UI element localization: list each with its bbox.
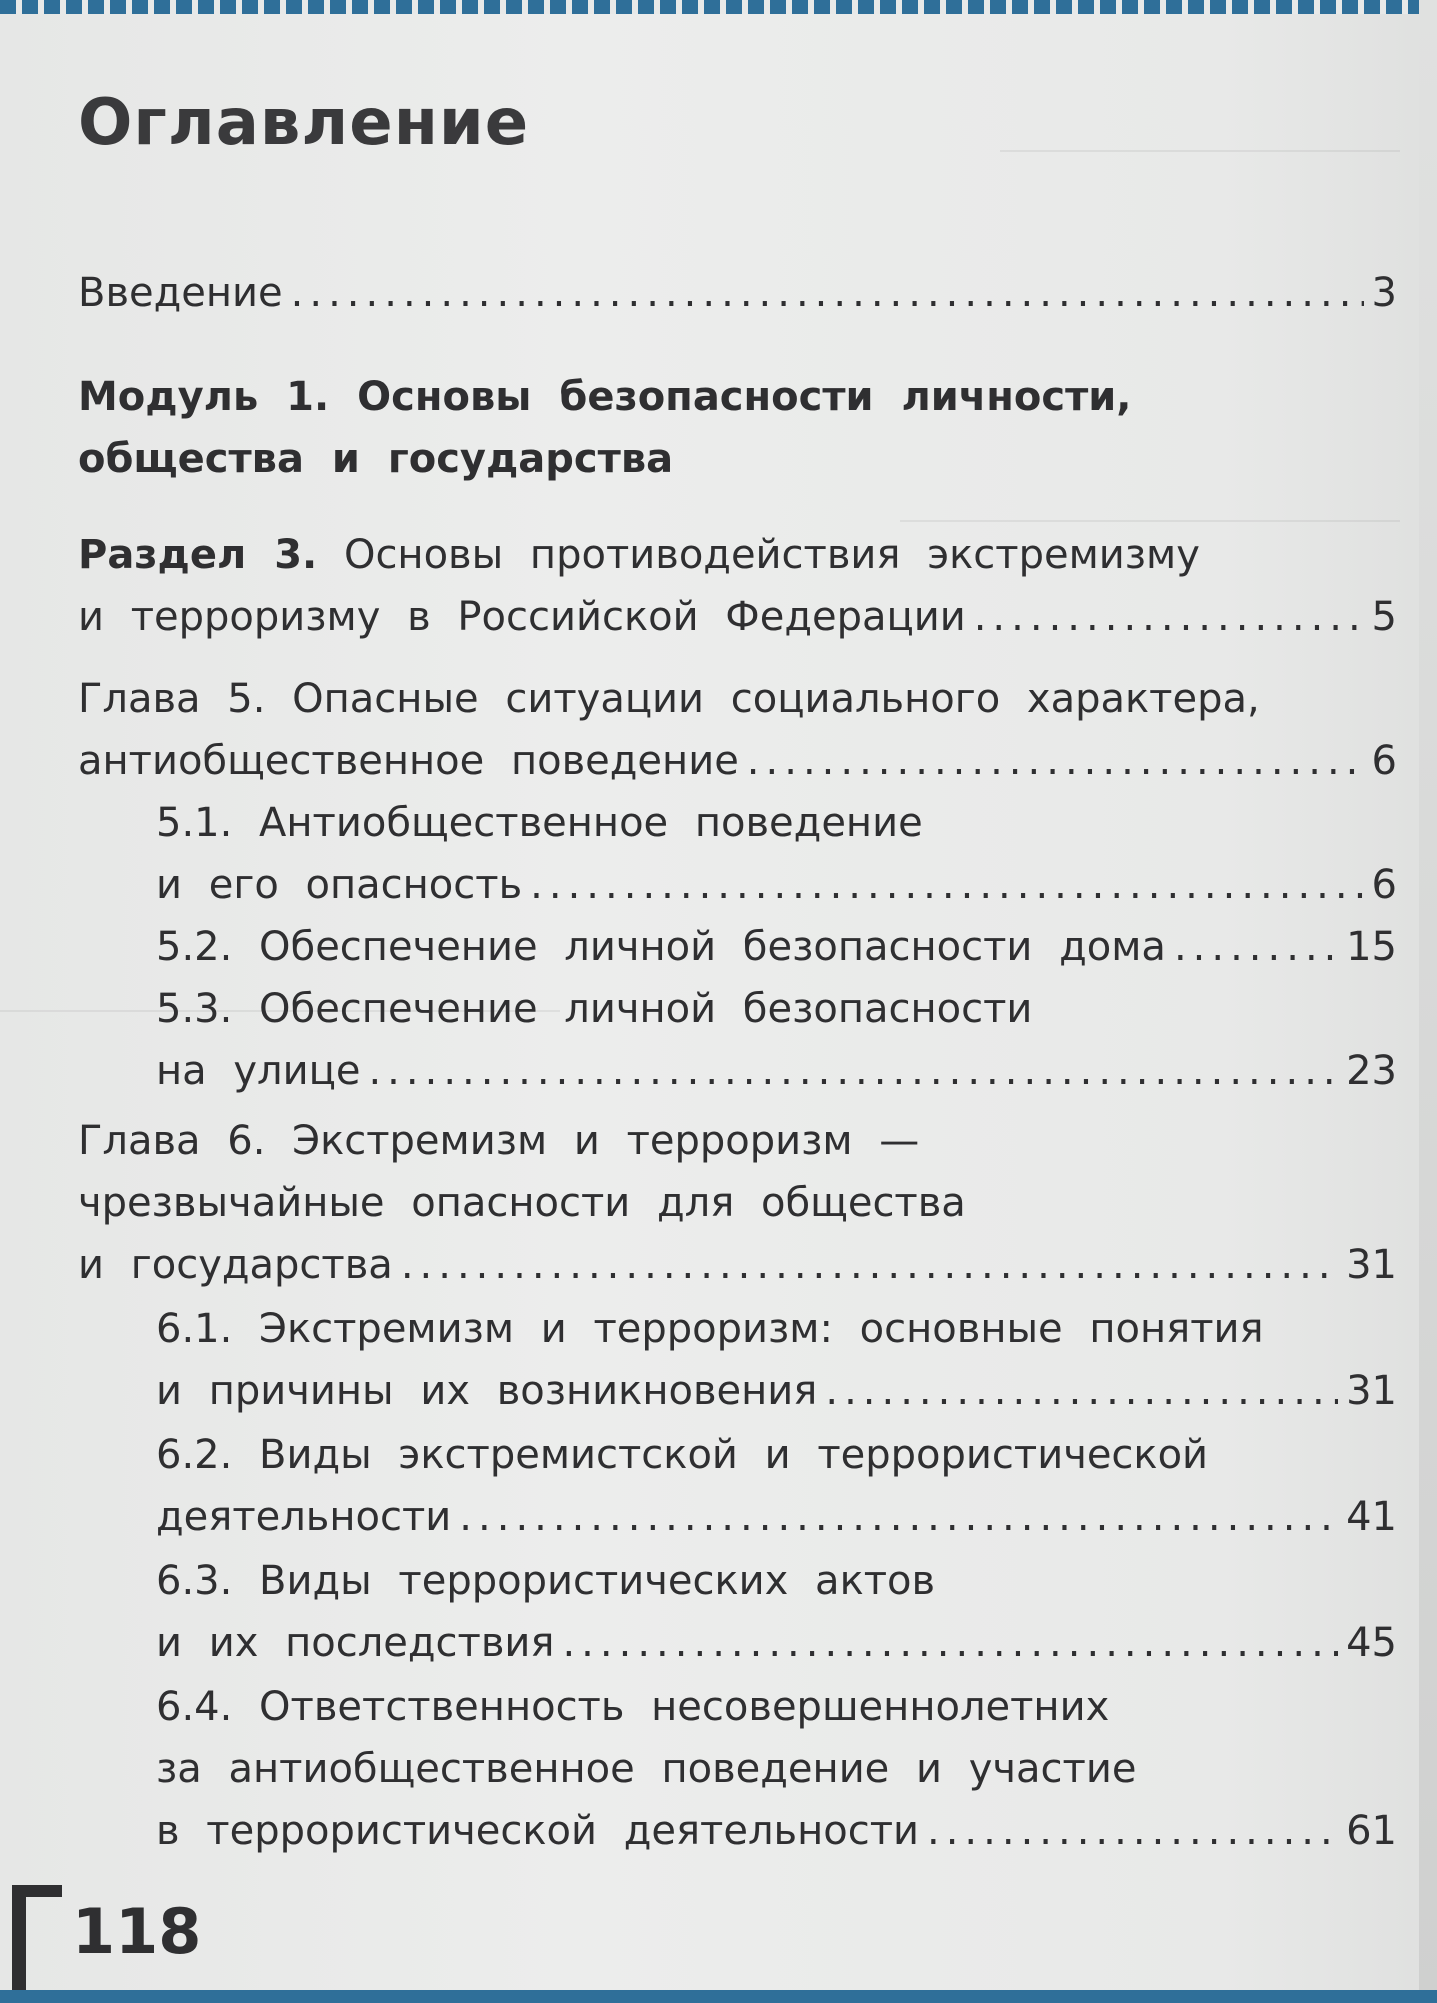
show-through-line <box>900 520 1400 522</box>
module-label: Модуль 1. <box>78 374 330 420</box>
toc-page-number: 23 <box>1346 1048 1397 1094</box>
subsection-title-line2: и их последствия <box>156 1620 555 1666</box>
page-number: 118 <box>72 1895 202 1968</box>
toc-page-number: 31 <box>1346 1368 1397 1414</box>
toc-entry-intro[interactable] <box>78 262 1397 324</box>
chapter-title-line3: и государства <box>78 1242 393 1288</box>
leader-dots <box>927 1800 1338 1862</box>
toc-page-number: 61 <box>1346 1808 1397 1854</box>
leader-dots <box>530 854 1363 916</box>
leader-dots <box>974 586 1364 648</box>
page-title: Оглавление <box>78 86 530 160</box>
leader-dots <box>747 730 1364 792</box>
toc-entry-text: Введение <box>78 270 283 316</box>
page-number-bracket <box>12 1885 62 2003</box>
toc-chapter-6[interactable] <box>78 1110 1397 1296</box>
toc-chapter-5[interactable] <box>78 668 1397 792</box>
toc-page-number: 3 <box>1371 270 1397 316</box>
show-through-line <box>1000 150 1400 152</box>
subsection-title-line1: 5.1. Антиобщественное поведение <box>156 800 923 846</box>
module-title-line1: Основы безопасности личности, <box>357 374 1132 420</box>
subsection-title-line2: и его опасность <box>156 862 523 908</box>
section-label: Раздел 3. <box>78 532 318 578</box>
leader-dots <box>1174 916 1338 978</box>
leader-dots <box>459 1486 1338 1548</box>
leader-dots <box>291 262 1364 324</box>
toc-page-number: 15 <box>1346 924 1397 970</box>
subsection-title-line2: деятельности <box>156 1494 452 1540</box>
top-decorative-strip <box>0 0 1437 14</box>
leader-dots <box>368 1040 1338 1102</box>
toc-module-1[interactable] <box>78 366 1397 490</box>
subsection-title-line1: 6.1. Экстремизм и терроризм: основные понятия <box>156 1306 1264 1352</box>
subsection-title-line1: 6.2. Виды экстремистской и террористической <box>156 1432 1209 1478</box>
toc-page-number: 6 <box>1371 738 1397 784</box>
subsection-title-line2: за антиобщественное поведение и участие <box>156 1746 1137 1792</box>
subsection-title-line1: 6.3. Виды террористических актов <box>156 1558 936 1604</box>
chapter-title-line2: антиобщественное поведение <box>78 738 739 784</box>
chapter-title-line1: Глава 5. Опасные ситуации социального характера, <box>78 676 1260 722</box>
toc-subsection-6-2[interactable] <box>156 1424 1397 1548</box>
toc-subsection-6-4[interactable] <box>156 1676 1397 1862</box>
leader-dots <box>401 1234 1338 1296</box>
subsection-title-line2: и причины их возникновения <box>156 1368 818 1414</box>
toc-page-number: 45 <box>1346 1620 1397 1666</box>
toc-subsection-5-1[interactable] <box>156 792 1397 916</box>
toc-subsection-6-1[interactable] <box>156 1298 1397 1422</box>
toc-page-number: 31 <box>1346 1242 1397 1288</box>
toc-page-number: 5 <box>1371 594 1397 640</box>
toc-subsection-5-2[interactable] <box>156 916 1397 978</box>
subsection-title-line1: 5.3. Обеспечение личной безопасности <box>156 986 1033 1032</box>
toc-subsection-6-3[interactable] <box>156 1550 1397 1674</box>
page-edge <box>1419 0 1437 2003</box>
subsection-title-line2: на улице <box>156 1048 361 1094</box>
subsection-title-line1: 5.2. Обеспечение личной безопасности дома <box>156 924 1166 970</box>
leader-dots <box>825 1360 1338 1422</box>
toc-section-3[interactable] <box>78 524 1397 648</box>
section-title-line1: Основы противодействия экстремизму <box>343 532 1200 578</box>
toc-page-number: 6 <box>1371 862 1397 908</box>
chapter-title-line2: чрезвычайные опасности для общества <box>78 1180 966 1226</box>
chapter-title-line1: Глава 6. Экстремизм и терроризм — <box>78 1118 920 1164</box>
toc-page-number: 41 <box>1346 1494 1397 1540</box>
module-title-line2: общества и государства <box>78 436 674 482</box>
leader-dots <box>562 1612 1338 1674</box>
bottom-accent-bar <box>0 1990 1437 2003</box>
section-title-line2: и терроризму в Российской Федерации <box>78 594 966 640</box>
toc-subsection-5-3[interactable] <box>156 978 1397 1102</box>
subsection-title-line3: в террористической деятельности <box>156 1808 919 1854</box>
subsection-title-line1: 6.4. Ответственность несовершеннолетних <box>156 1684 1110 1730</box>
